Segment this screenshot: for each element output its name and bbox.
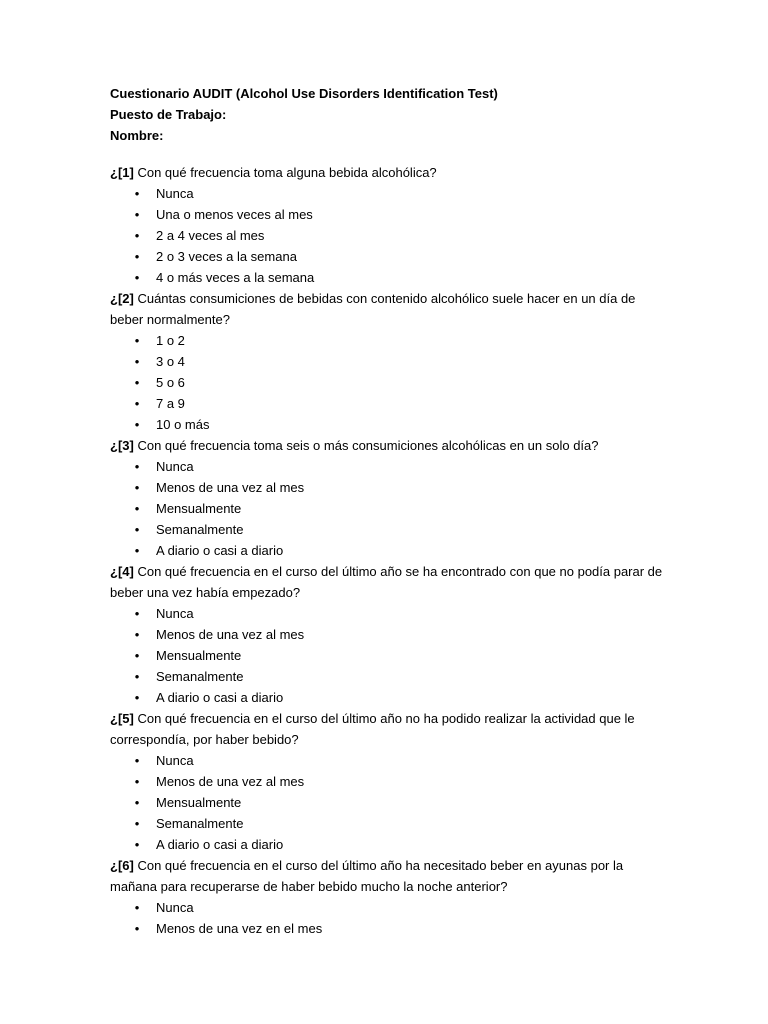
option-label: Semanalmente (156, 669, 244, 684)
option-item (110, 918, 670, 939)
option-label: Menos de una vez en el mes (156, 921, 323, 936)
option-item (110, 687, 670, 708)
option-label: 3 o 4 (156, 354, 185, 369)
bullet-icon: • (134, 186, 140, 201)
bullet-icon: • (134, 543, 140, 558)
question-body: Con qué frecuencia en el curso del último año se ha encontrado con que no podía parar de beber una vez había empezado? (110, 564, 663, 600)
option-item (110, 498, 670, 519)
option-item (110, 393, 670, 414)
option-item (110, 351, 670, 372)
option-item (110, 267, 670, 288)
option-item (110, 225, 670, 246)
option-label: Nunca (156, 186, 194, 201)
bullet-icon: • (134, 396, 140, 411)
name-label: Nombre: (110, 128, 164, 143)
option-label: Mensualmente (156, 648, 242, 663)
option-label: Nunca (156, 753, 194, 768)
question-text (110, 288, 670, 330)
answer-options (110, 750, 670, 855)
question-number: ¿[5] (110, 711, 134, 726)
question-text (110, 435, 670, 456)
option-item (110, 540, 670, 561)
option-label: 7 a 9 (156, 396, 185, 411)
bullet-icon: • (134, 900, 140, 915)
bullet-icon: • (134, 417, 140, 432)
bullet-icon: • (134, 816, 140, 831)
answer-options (110, 897, 670, 939)
bullet-icon: • (134, 480, 140, 495)
question-number: ¿[2] (110, 291, 134, 306)
option-label: Semanalmente (156, 522, 244, 537)
question-6 (110, 855, 670, 939)
answer-options (110, 456, 670, 561)
question-3 (110, 435, 670, 561)
question-number: ¿[6] (110, 858, 134, 873)
option-label: Una o menos veces al mes (156, 207, 313, 222)
option-item (110, 246, 670, 267)
option-item (110, 645, 670, 666)
option-label: 10 o más (156, 417, 210, 432)
option-label: 2 a 4 veces al mes (156, 228, 265, 243)
option-label: A diario o casi a diario (156, 837, 284, 852)
option-item (110, 666, 670, 687)
question-1 (110, 162, 670, 288)
question-4 (110, 561, 670, 708)
bullet-icon: • (134, 690, 140, 705)
question-5 (110, 708, 670, 855)
bullet-icon: • (134, 606, 140, 621)
bullet-icon: • (134, 270, 140, 285)
option-item (110, 372, 670, 393)
option-item (110, 519, 670, 540)
bullet-icon: • (134, 354, 140, 369)
question-text (110, 162, 670, 183)
option-item (110, 414, 670, 435)
bullet-icon: • (134, 774, 140, 789)
option-item (110, 477, 670, 498)
question-body: Con qué frecuencia en el curso del último año ha necesitado beber en ayunas por la mañana para recuperarse de haber bebido mucho la noche anterior? (110, 858, 624, 894)
option-item (110, 624, 670, 645)
bullet-icon: • (134, 837, 140, 852)
option-item (110, 771, 670, 792)
option-item (110, 204, 670, 225)
option-item (110, 183, 670, 204)
option-label: Menos de una vez al mes (156, 627, 305, 642)
question-body: Con qué frecuencia toma seis o más consumiciones alcohólicas en un solo día? (133, 438, 599, 453)
option-label: 4 o más veces a la semana (156, 270, 315, 285)
question-body: Cuántas consumiciones de bebidas con contenido alcohólico suele hacer en un día de beber normalmente? (110, 291, 636, 327)
bullet-icon: • (134, 207, 140, 222)
answer-options (110, 330, 670, 435)
bullet-icon: • (134, 501, 140, 516)
bullet-icon: • (134, 627, 140, 642)
bullet-icon: • (134, 375, 140, 390)
bullet-icon: • (134, 753, 140, 768)
bullet-icon: • (134, 669, 140, 684)
question-body: Con qué frecuencia toma alguna bebida alcohólica? (133, 165, 437, 180)
option-label: A diario o casi a diario (156, 690, 284, 705)
question-text (110, 855, 670, 897)
option-item (110, 813, 670, 834)
bullet-icon: • (134, 333, 140, 348)
option-item (110, 456, 670, 477)
question-number: ¿[4] (110, 564, 134, 579)
document-page (110, 83, 670, 939)
option-label: 2 o 3 veces a la semana (156, 249, 297, 264)
option-label: Mensualmente (156, 795, 242, 810)
bullet-icon: • (134, 648, 140, 663)
option-label: 1 o 2 (156, 333, 185, 348)
option-label: A diario o casi a diario (156, 543, 284, 558)
question-text (110, 708, 670, 750)
option-label: Mensualmente (156, 501, 242, 516)
option-label: Nunca (156, 900, 194, 915)
option-item (110, 330, 670, 351)
document-title: Cuestionario AUDIT (Alcohol Use Disorders Identification Test) (110, 86, 498, 101)
question-number: ¿[1] (110, 165, 134, 180)
option-item (110, 750, 670, 771)
question-text (110, 561, 670, 603)
bullet-icon: • (134, 795, 140, 810)
bullet-icon: • (134, 249, 140, 264)
bullet-icon: • (134, 921, 140, 936)
option-label: Semanalmente (156, 816, 244, 831)
option-item (110, 792, 670, 813)
question-body: Con qué frecuencia en el curso del último año no ha podido realizar la actividad que le correspondía, por haber bebido? (110, 711, 635, 747)
bullet-icon: • (134, 459, 140, 474)
question-2 (110, 288, 670, 435)
option-label: Menos de una vez al mes (156, 480, 305, 495)
option-label: Nunca (156, 459, 194, 474)
question-number: ¿[3] (110, 438, 134, 453)
questions-list (110, 162, 670, 939)
job-position-label: Puesto de Trabajo: (110, 107, 227, 122)
answer-options (110, 603, 670, 708)
bullet-icon: • (134, 522, 140, 537)
answer-options (110, 183, 670, 288)
option-label: Menos de una vez al mes (156, 774, 305, 789)
bullet-icon: • (134, 228, 140, 243)
option-item (110, 834, 670, 855)
option-item (110, 603, 670, 624)
option-label: 5 o 6 (156, 375, 185, 390)
option-item (110, 897, 670, 918)
option-label: Nunca (156, 606, 194, 621)
header-spacer (110, 146, 670, 162)
